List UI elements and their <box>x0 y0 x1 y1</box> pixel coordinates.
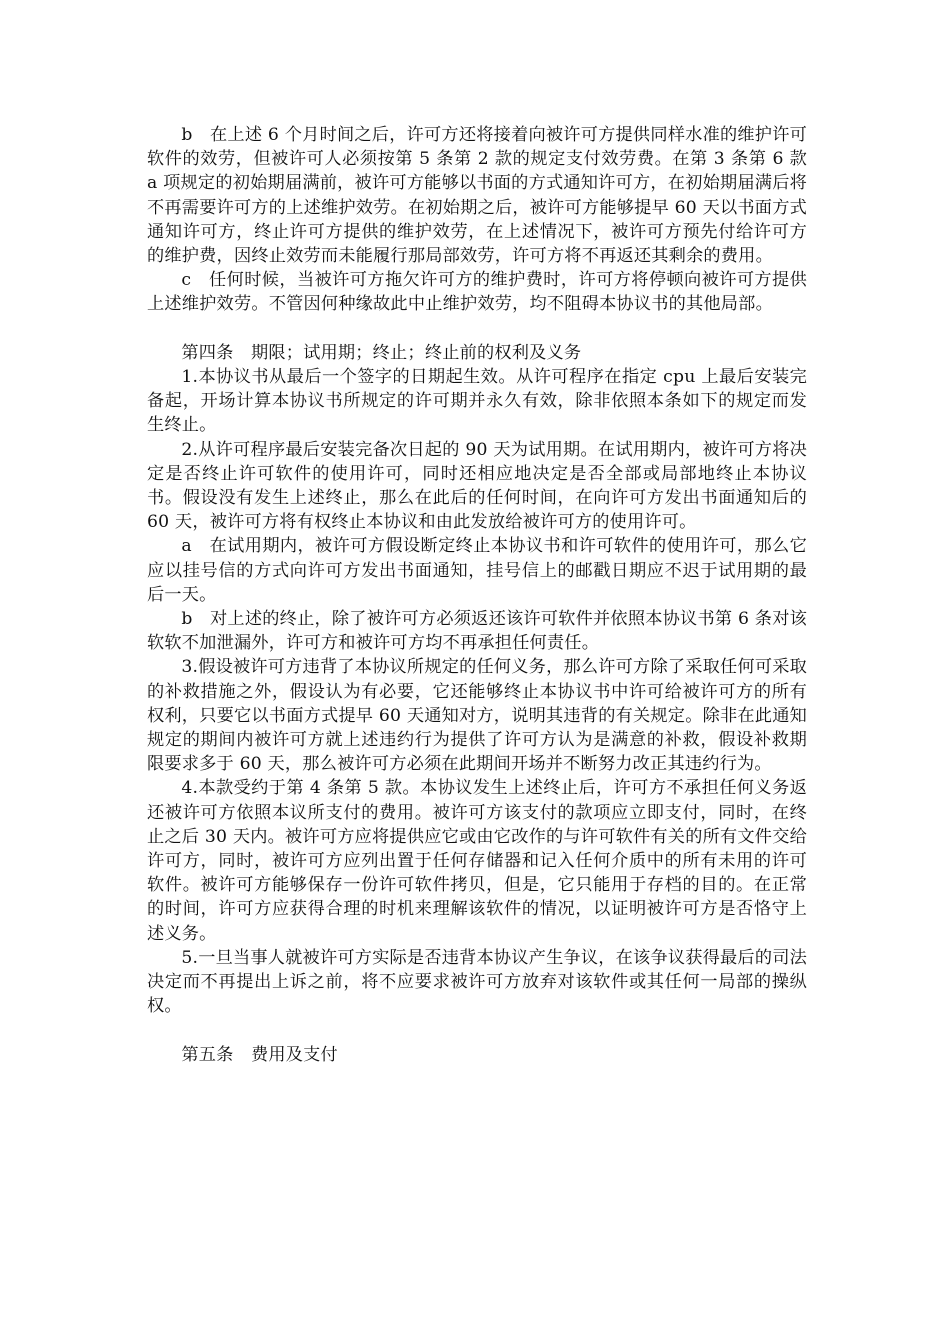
article-four-clause-5: 5.一旦当事人就被许可方实际是否违背本协议产生争议，在该争议获得最后的司法决定而不再提出上诉之前，将不应要求被许可方放弃对该软件或其任何一局部的操纵权。 <box>147 947 807 1017</box>
paragraph-maintenance-b: b 在上述 6 个月时间之后，许可方还将接着向被许可方提供同样水准的维护许可软件的效劳，但被许可人必须按第 5 条第 2 款的规定支付效劳费。在第 3 条第 6 款 a 项规定的初始期届满前，被许可方能够以书面的方式通知许可方，在初始期届满后将不再需要许可方的上述维护效劳。在初始期之后，被许可方能够提早 60 天以书面方式通知许可方，终止许可方提供的维护效劳，在上述情况下，被许可方预先付给许可方的维护费，因终止效劳而未能履行那局部效劳，许可方将不再返还其剩余的费用。 <box>147 125 807 267</box>
article-five-heading: 第五条 费用及支付 <box>181 1044 338 1065</box>
spacer <box>147 317 807 341</box>
article-four-clause-3: 3.假设被许可方违背了本协议所规定的任何义务，那么许可方除了采取任何可采取的补救措施之外，假设认为有必要，它还能够终止本协议书中许可给被许可方的所有权利，只要它以书面方式提早 60 天通知对方，说明其违背的有关规定。除非在此通知规定的期间内被许可方就上述违约行为提供了许可方认为是满意的补救，假设补救期限要求多于 60 天，那么被许可方必须在此期间开场并不断努力改正其违约行为。 <box>147 657 807 775</box>
article-four-clause-2b: b 对上述的终止，除了被许可方必须返还该许可软件并依照本协议书第 6 条对该软软不加泄漏外，许可方和被许可方均不再承担任何责任。 <box>147 609 807 654</box>
article-four-clause-2a: a 在试用期内，被许可方假设断定终止本协议书和许可软件的使用许可，那么它应以挂号信的方式向许可方发出书面通知，挂号信上的邮戳日期应不迟于试用期的最后一天。 <box>147 536 807 605</box>
document-page <box>147 123 807 1067</box>
article-four-heading: 第四条 期限；试用期；终止；终止前的权利及义务 <box>181 342 582 363</box>
article-four-clause-1: 1.本协议书从最后一个签字的日期起生效。从许可程序在指定 cpu 上最后安装完备起，开场计算本协议书所规定的许可期并永久有效，除非依照本条如下的规定而发生终止。 <box>147 367 807 436</box>
article-four-clause-4: 4.本款受约于第 4 条第 5 款。本协议发生上述终止后，许可方不承担任何义务返还被许可方依照本议所支付的费用。被许可方该支付的款项应立即支付，同时，在终止之后 30 天内。被许可方应将提供应它或由它改作的与许可软件有关的所有文件交给许可方，同时，被许可方应列出置于任何存储器和记入任何介质中的所有未用的许可软件。被许可方能够保存一份许可软件拷贝，但是，它只能用于存档的目的。在正常的时间，许可方应获得合理的时机来理解该软件的情况，以证明被许可方是否恪守上述义务。 <box>147 778 807 944</box>
paragraph-maintenance-c: c 任何时候，当被许可方拖欠许可方的维护费时，许可方将停顿向被许可方提供上述维护效劳。不管因何种缘故此中止维护效劳，均不阻碍本协议书的其他局部。 <box>147 270 807 315</box>
article-four-clause-2: 2.从许可程序最后安装完备次日起的 90 天为试用期。在试用期内，被许可方将决定是否终止许可软件的使用许可，同时还相应地决定是否全部或局部地终止本协议书。假设没有发生上述终止，那么在此后的任何时间，在向许可方发出书面通知后的 60 天，被许可方将有权终止本协议和由此发放给被许可方的使用许可。 <box>147 439 807 533</box>
spacer <box>147 1019 807 1043</box>
